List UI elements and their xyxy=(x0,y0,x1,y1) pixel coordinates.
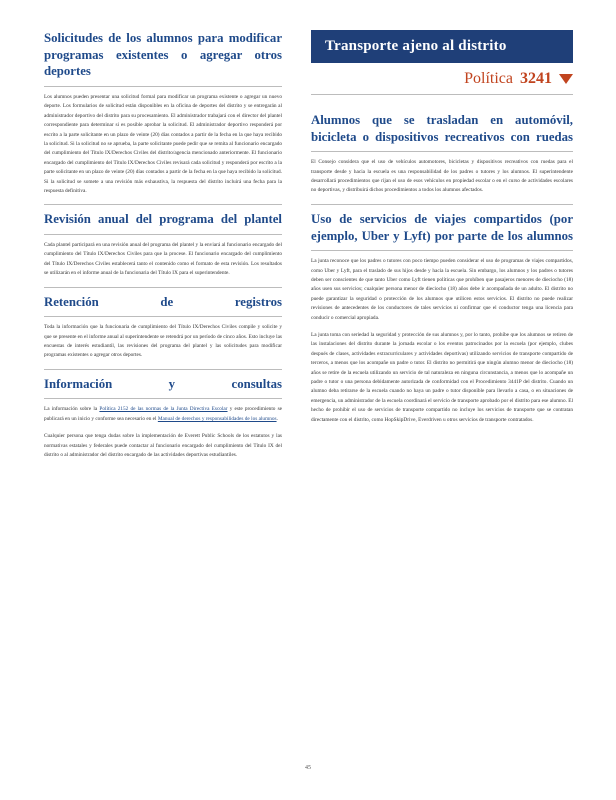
section-title-records: Retención de registros xyxy=(44,294,282,309)
divider xyxy=(311,204,573,205)
divider xyxy=(44,398,282,399)
divider xyxy=(44,204,282,205)
paragraph-contact: Cualquier persona que tenga dudas sobre la implementación de Everett Public Schools de los estatutos y las normativas estatales y federales puede contactar al funcionario encargado del cumplimiento del Título IX del distrito o al administrador del distrito encargado de las actividades deportivas estudiantiles. xyxy=(44,433,282,459)
left-column xyxy=(44,30,282,469)
policy-number: 3241 xyxy=(520,70,552,87)
policy-2152-link[interactable]: Política 2152 de las normas de la Junta Directiva Escolar xyxy=(99,406,228,413)
section-title-info: Información y consultas xyxy=(44,376,282,391)
divider xyxy=(311,94,573,95)
section-title-requests: Solicitudes de los alumnos para modificar programas existentes o agregar otros deportes xyxy=(44,31,282,79)
page-number: 45 xyxy=(305,765,311,771)
divider xyxy=(311,151,573,152)
section-title-vehicles: Alumnos que se trasladan en automóvil, bicicleta o dispositivos recreativos con ruedas xyxy=(311,113,573,144)
right-column xyxy=(311,112,573,433)
paragraph-records: Toda la información que la funcionaria de cumplimiento del Título IX/Derechos Civiles compile y solicite y que se presente en el informe anual al superintendente se retendrá por un período de cinco años. Esto incluye las encuestas de interés estudiantil, las revisiones del programa del plantel y las solicitudes para modificar programas existentes o agregar otros deportes. xyxy=(44,324,282,359)
paragraph-info xyxy=(44,405,282,424)
divider xyxy=(44,369,282,370)
info-text-a: La información sobre la xyxy=(44,406,98,413)
banner-title: Transporte ajeno al distrito xyxy=(311,30,573,63)
divider xyxy=(311,250,573,251)
divider xyxy=(44,86,282,87)
info-text-b: y este procedimiento se publicará en un inicio y conforme sea necesario en el xyxy=(44,406,283,422)
info-text-c: . xyxy=(276,415,278,422)
paragraph-vehicles: El Consejo considera que el uso de vehículos automotores, bicicletas y dispositivos recreativos con ruedas para el transporte desde y hacia la escuela es una responsabilidad de los padres o tutores y los alumnos. El superintendente desarrollará procedimientos que rijan el uso de esos vehículos en propiedad escolar o en el curso de actividades escolares no deportivas, y distribuirá dichos procedimientos a todos los alumnos afectados. xyxy=(311,159,573,194)
paragraph-rideshare-2: La junta toma con seriedad la seguridad y protección de sus alumnos y, por lo tanto, prohíbe que los alumnos se retiren de las instalaciones del distrito durante la jornada escolar o los eventos patrocinados por la escuela (por ejemplo, clubes después de clases, actividades extracurriculares y actividades deportivas) utilizando servicios de transporte compartido de terceros, a menos que los acompañe un padre o tutor. El distrito no permitirá que ningún alumno menor de dieciocho (18) años se retire de la escuela utilizando un servicio de tal naturaleza en ninguna circunstancia, a menos que lo acompañe un padre o tutor o una persona debidamente autorizada de conformidad con el Procedimiento 3441P del distrito. Cuando un alumno deba retirarse de la escuela cuando no haya un padre o tutor disponible para llevarlo a casa, o en situaciones de emergencia, un administrador de la escuela coordinará el servicio de transporte aprobado por el distrito para ese alumno. El hecho de prohibir el uso de servicios de transporte compartido no incluye los servicios de transporte que se contratan directamente con el distrito, como HopSkipDrive, Everdriven u otros servicios de transporte contratados. xyxy=(311,331,573,423)
policy-word: Política xyxy=(464,70,513,87)
divider xyxy=(44,234,282,235)
policy-label xyxy=(464,70,573,88)
section-title-annual-review: Revisión anual del programa del plantel xyxy=(44,212,282,227)
divider xyxy=(44,316,282,317)
paragraph-requests: Los alumnos pueden presentar una solicitud formal para modificar un programa existente o agregar un nuevo deporte. Los formularios de solicitud están disponibles en la oficina de deportes del distrito y se entregarán al administrador deportivo del distrito para su procesamiento. El administrador trabajará con el director del plantel correspondiente para determinar si es posible aprobar la solicitud. El administrador deportivo responderá por escrito a la parte solicitante en un plazo de veinte (20) días contados a partir de la fecha en la que haya recibido la solicitud. Si la solicitud no se aprueba, la parte solicitante puede pedir que se remita al funcionario encargado del cumplimiento del Título IX/Derechos Civiles del distrito/agencia mencionado anteriormente. El funcionario encargado del cumplimiento del Título IX/Derechos Civiles revisará cada solicitud y responderá por escrito a la parte solicitante en un plazo de veinte (20) días contados a partir de la fecha en la que haya recibido la solicitud. Si la solicitud se somete a una revisión más exhaustiva, la respuesta del distrito incluirá una fecha para la respuesta definitiva. xyxy=(44,93,282,194)
triangle-down-icon xyxy=(559,74,573,84)
section-title-rideshare: Uso de servicios de viajes compartidos (por ejemplo, Uber y Lyft) por parte de los alumnos xyxy=(311,211,573,243)
paragraph-annual-review: Cada plantel participará en una revisión anual del programa del plantel y la enviará al funcionario encargado del cumplimiento del Título IX/Derechos Civiles para que la procese. El funcionario encargado del cumplimiento del Título IX/Derechos Civiles establecerá tanto el contenido como el formato de esta revisión. Los resultados se utilizarán en el informe anual de la funcionaria del Título IX para el superintendente. xyxy=(44,241,282,277)
paragraph-rideshare-1: La junta reconoce que los padres o tutores con poco tiempo pueden considerar el uso de programas de viajes compartidos, como Uber y Lyft, para el traslado de sus hijos desde y hacia la escuela. Sin embargo, los alumnos y los padres o tutores deben ser conscientes de que tanto Uber como Lyft tienen políticas que prohíben que pasajeros menores de dieciocho (18) años usen sus servicios; cualquier persona menor de dieciocho (18) años debe ir acompañada de un adulto. El distrito no puede garantizar la seguridad o protección de los alumnos que utilicen estos servicios. El distrito no puede realizar revisiones de antecedentes de los conductores de tales servicios ni confirmar que el conductor tenga una licencia para conducir o comercial apropiada. xyxy=(311,258,573,321)
divider xyxy=(44,287,282,288)
student-handbook-link[interactable]: Manual de derechos y responsabilidades de los alumnos xyxy=(157,415,277,422)
